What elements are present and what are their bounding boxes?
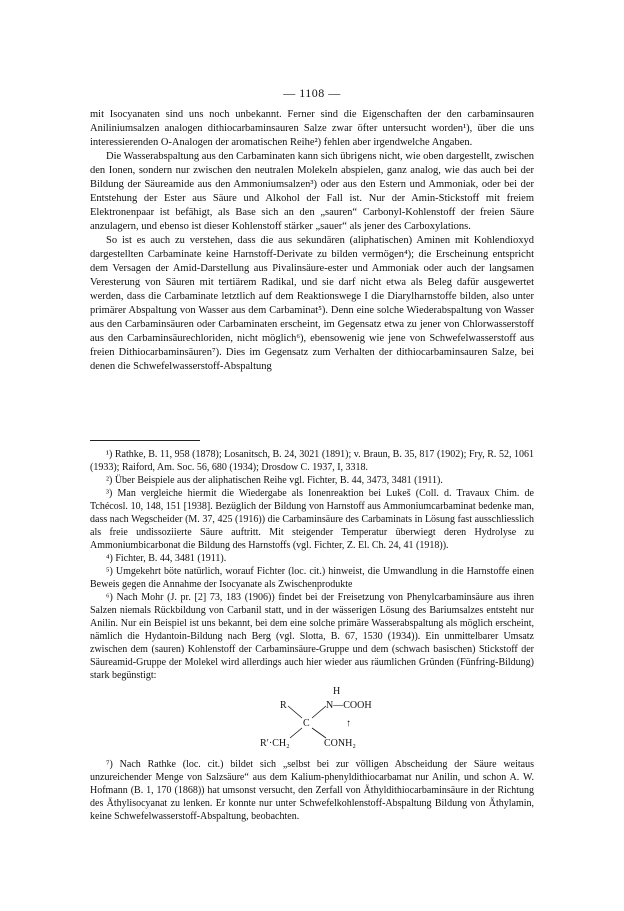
footnote-1: ¹) Rathke, B. 11, 958 (1878); Losanitsch, B. 24, 3021 (1891); v. Braun, B. 35, 817 (1902); Fry, R. 52, 1061 (1933); Raiford, Am. Soc. 56, 680 (1934); Drosdow C. 1937, I, 3318.: [90, 449, 534, 473]
footnote-rule: [90, 440, 200, 441]
formula-conh2: CONH₂: [324, 738, 356, 749]
hydantoin-formula: [90, 684, 534, 756]
formula-bond-conh2: [312, 728, 326, 738]
main-text: [90, 108, 534, 374]
footnotes: [90, 448, 534, 823]
formula-h: H: [333, 686, 341, 697]
footnote-3: ³) Man vergleiche hiermit die Wiedergabe als Ionenreaktion bei Lukeš (Coll. d. Travaux Chim. de Tchécosl. 10, 148, 151 [1938]. Bezüglich der Bildung von Harnstoff aus Ammoniumcarbaminat bedenke man, dass nach Wegscheider (M. 37, 425 (1916)) die Carbaminsäure des Carbaminats in Lösung fast ausschliesslich als freie undissoziierte Säure auftritt. Mit steigender Temperatur überwiegt deren Hydrolyse zu Ammoniumbicarbonat die Bildung des Harnstoffs (vgl. Fichter, Z. El. Ch. 24, 41 (1918)).: [90, 488, 534, 551]
formula-bond-r: [288, 706, 302, 718]
formula-bond-ch2: [290, 728, 302, 738]
formula-bond-n: [312, 706, 326, 718]
formula-c: C: [303, 718, 310, 729]
footnote-6: ⁶) Nach Mohr (J. pr. [2] 73, 183 (1906)) findet bei der Freisetzung von Phenylcarbaminsäure aus ihren Salzen niemals Rückbildung von Carbanil statt, und in der wässerigen Lösung des Bariumsalzes entsteht nur Anilin. Nur ein Beispiel ist uns bekannt, bei dem eine solche primäre Wasserabspaltung als möglich erscheint, nämlich die Hydantoin-Bildung nach Berg (vgl. Slotta, B. 67, 1530 (1934)). Ein unmittelbarer Umsatz zwischen dem (sauren) Kohlenstoff der Carbaminsäure-Gruppe und dem (schwach basischen) Stickstoff der Säureamid-Gruppe der Molekel wird allerdings auch hier wieder aus räumlichen Gründen (Fünfring-Bildung) stark begünstigt:: [90, 592, 534, 681]
paragraph-3: So ist es auch zu verstehen, dass die aus sekundären (aliphatischen) Aminen mit Kohlendioxyd dargestellten Carbaminate keine Harnstoff-Derivate zu bilden vermögen⁴); die Erscheinung entspricht dem Versagen der Amid-Darstellung aus Pivalinsäure-ester und Ammoniak oder auch der langsamen Veresterung von Säuren mit tertiärem Radikal, und sie darf nicht etwa als Beleg dafür ausgewertet werden, dass die Carbaminate letztlich auf dem Reaktionswege I die Diarylharnstoffe bilden, also unter primärer Abspaltung von Wasser aus dem Carbaminat⁵). Denn eine solche Wiederabspaltung von Wasser aus den Carbaminsäuren oder Carbaminaten erscheint, im Gegensatz etwa zu jener von Chlorwasserstoff aus den Carbaminsäurechloriden, nicht möglich⁶), ebensowenig wie jene von Schwefelwasserstoff aus freien Dithiocarbaminsäuren⁷). Dies im Gegensatz zum Verhalten der dithiocarbaminsauren Salze, bei denen die Schwefelwasserstoff-Abspaltung: [90, 235, 534, 372]
footnote-7: ⁷) Nach Rathke (loc. cit.) bildet sich „selbst bei zur völligen Abscheidung der Säure weitaus unzureichender Menge von Salzsäure“ aus dem Kalium-phenyldithiocarbamat nur Anilin, und schon A. W. Hofmann (B. 1, 170 (1868)) hat umsonst versucht, den Zerfall von Äthyldithiocarbaminsäure in der Richtung des Äthylisocyanat zu lenken. Er konnte nur unter Schwefelkohlenstoff-Abspaltung Bildung von Äthylamin, keine Schwefelwasserstoff-Abspaltung, beobachten.: [90, 759, 534, 822]
formula-nh-cooh: N—COOH: [326, 700, 372, 711]
page-number: — 1108 —: [283, 86, 341, 100]
paragraph-1: mit Isocyanaten sind uns noch unbekannt. Ferner sind die Eigenschaften der den carbaminsauren Aniliniumsalzen analogen dithiocarbaminsauren Salze zwar öfter untersucht worden¹), über die uns interessierenden O-Analogen der aromatischen Reihe²) fehlen aber irgendwelche Angaben.: [90, 109, 534, 148]
formula-r: R: [280, 700, 287, 711]
paragraph-2: Die Wasserabspaltung aus den Carbaminaten kann sich übrigens nicht, wie oben dargestellt, zwischen den Ionen, sondern nur zwischen den neutralen Molekeln abspielen, ganz analog, wie das auch bei der Bildung der Säureamide aus den Ammoniumsalzen³) oder aus den Estern und Ammoniak, oder bei der Entstehung der Ester aus Säure und Alkohol der Fall ist. Nur der Amin-Stickstoff mit freiem Elektronenpaar ist befähigt, als Base sich an den „sauren“ Carbonyl-Kohlenstoff der freien Säure anzulagern, und ebenso ist dieser Kohlenstoff stärker „sauer“ als jener des Carboxylations.: [90, 151, 534, 232]
footnote-2: ²) Über Beispiele aus der aliphatischen Reihe vgl. Fichter, B. 44, 3473, 3481 (1911).: [106, 475, 443, 486]
footnote-5: ⁵) Umgekehrt böte natürlich, worauf Fichter (loc. cit.) hinweist, die Umwandlung in die Harnstoffe einen Beweis gegen die Annahme der Isocyanate als Zwischenprodukte: [90, 566, 534, 590]
footnote-4: ⁴) Fichter, B. 44, 3481 (1911).: [106, 553, 227, 564]
formula-r-ch2: R′·CH₂: [260, 738, 290, 749]
formula-arrow: ↑: [346, 718, 351, 729]
formula-svg: [260, 684, 390, 754]
